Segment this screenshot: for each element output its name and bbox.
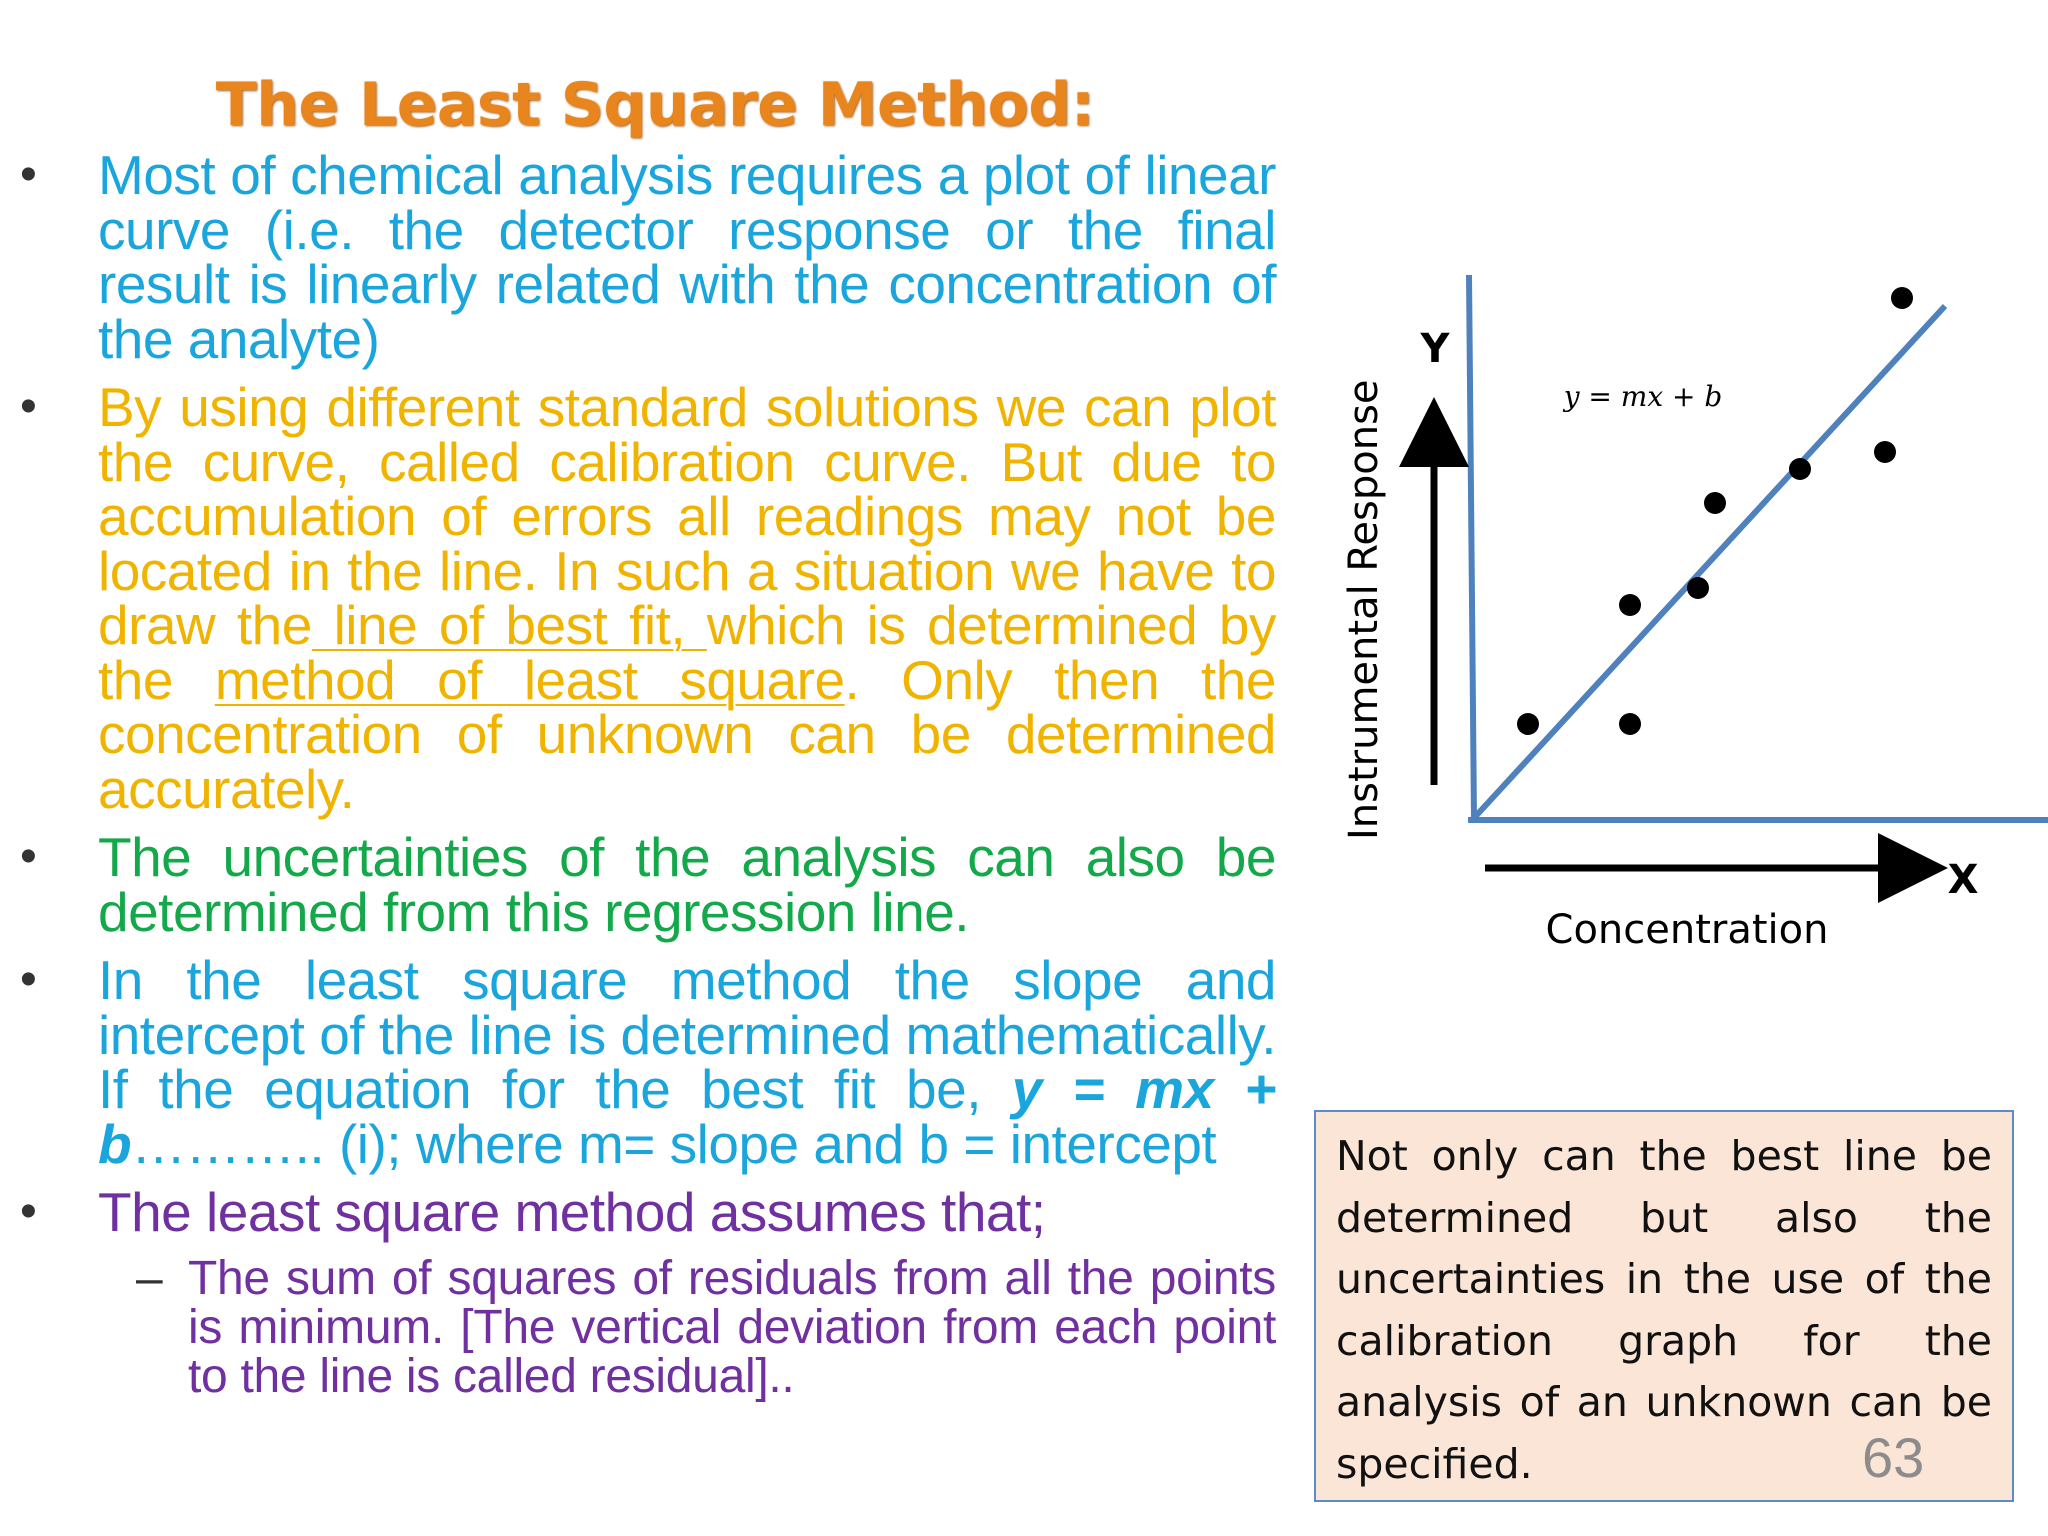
calibration-graph [1320, 250, 2048, 970]
bullet-slope-intercept [18, 949, 1276, 1175]
data-point [1619, 594, 1641, 616]
y-axis-title: Instrumental Response [1341, 379, 1387, 840]
bullet-text: The uncertainties of the analysis can also be determined from this regression line. [98, 826, 1276, 943]
bullet-text: . Only then the concentration of unknown can be determined accurately. [98, 648, 1276, 820]
bullet-dot: • [20, 830, 37, 883]
bullet-dot: • [20, 380, 37, 433]
sub-bullet-text: The sum of squares of residuals from all the points is minimum. [The vertical deviation from each point to the line is called residual].. [188, 1251, 1276, 1403]
data-point [1704, 492, 1726, 514]
data-point [1789, 458, 1811, 480]
y-axis-line [1469, 275, 1474, 820]
bullet-text: In the least square method the slope and intercept of the line is determined mathematically. If the equation for the best fit be, [98, 949, 1276, 1120]
data-point [1517, 713, 1539, 735]
bullet-text: ……….. (i); where m= slope and b = intercept [131, 1112, 1217, 1175]
note-text: Not only can the best line be determined but also the uncertainties in the use of the calibration graph for the analysis of an unknown can be specified. [1336, 1132, 1992, 1488]
x-axis-title: Concentration [1545, 907, 1829, 953]
bullet-list [18, 144, 1276, 1403]
page-number: 63 [1862, 1426, 1925, 1489]
x-axis-letter: X [1947, 857, 1979, 903]
bullet-uncertainties [18, 826, 1276, 943]
data-point [1619, 713, 1641, 735]
bullet-dot: • [20, 953, 37, 1006]
bullet-assumptions [18, 1181, 1276, 1243]
sub-bullet-residuals [18, 1251, 1276, 1403]
bullet-dot: • [20, 148, 37, 201]
data-points [1517, 287, 1913, 735]
underlined-method-of-least-square: method of least square [214, 648, 845, 711]
sub-bullet-dash: – [136, 1251, 163, 1305]
equation-inline: y = mx + b [98, 1058, 1276, 1175]
bullet-dot: • [20, 1185, 37, 1238]
bullet-text: Most of chemical analysis requires a plot of linear curve (i.e. the detector response or the final result is linearly related with the concentration of the analyte) [98, 144, 1276, 370]
bullet-text: which is determined by the [98, 594, 1276, 711]
bullet-text: By using different standard solutions we can plot the curve, called calibration curve. But due to accumulation of errors all readings may not be located in the line. In such a situation we have to draw the [98, 376, 1276, 656]
bullet-text: The least square method assumes that; [98, 1181, 1046, 1243]
underlined-line-of-best-fit: line of best fit, [311, 594, 707, 656]
line-equation: y = mx + b [1563, 380, 1723, 413]
data-point [1874, 441, 1896, 463]
data-point [1687, 577, 1709, 599]
slide-title: The Least Square Method: [215, 70, 1095, 140]
bullet-chemical-analysis [18, 144, 1276, 370]
bullet-calibration-curve [18, 376, 1276, 820]
y-axis-letter: Y [1420, 326, 1450, 372]
data-point [1891, 287, 1913, 309]
